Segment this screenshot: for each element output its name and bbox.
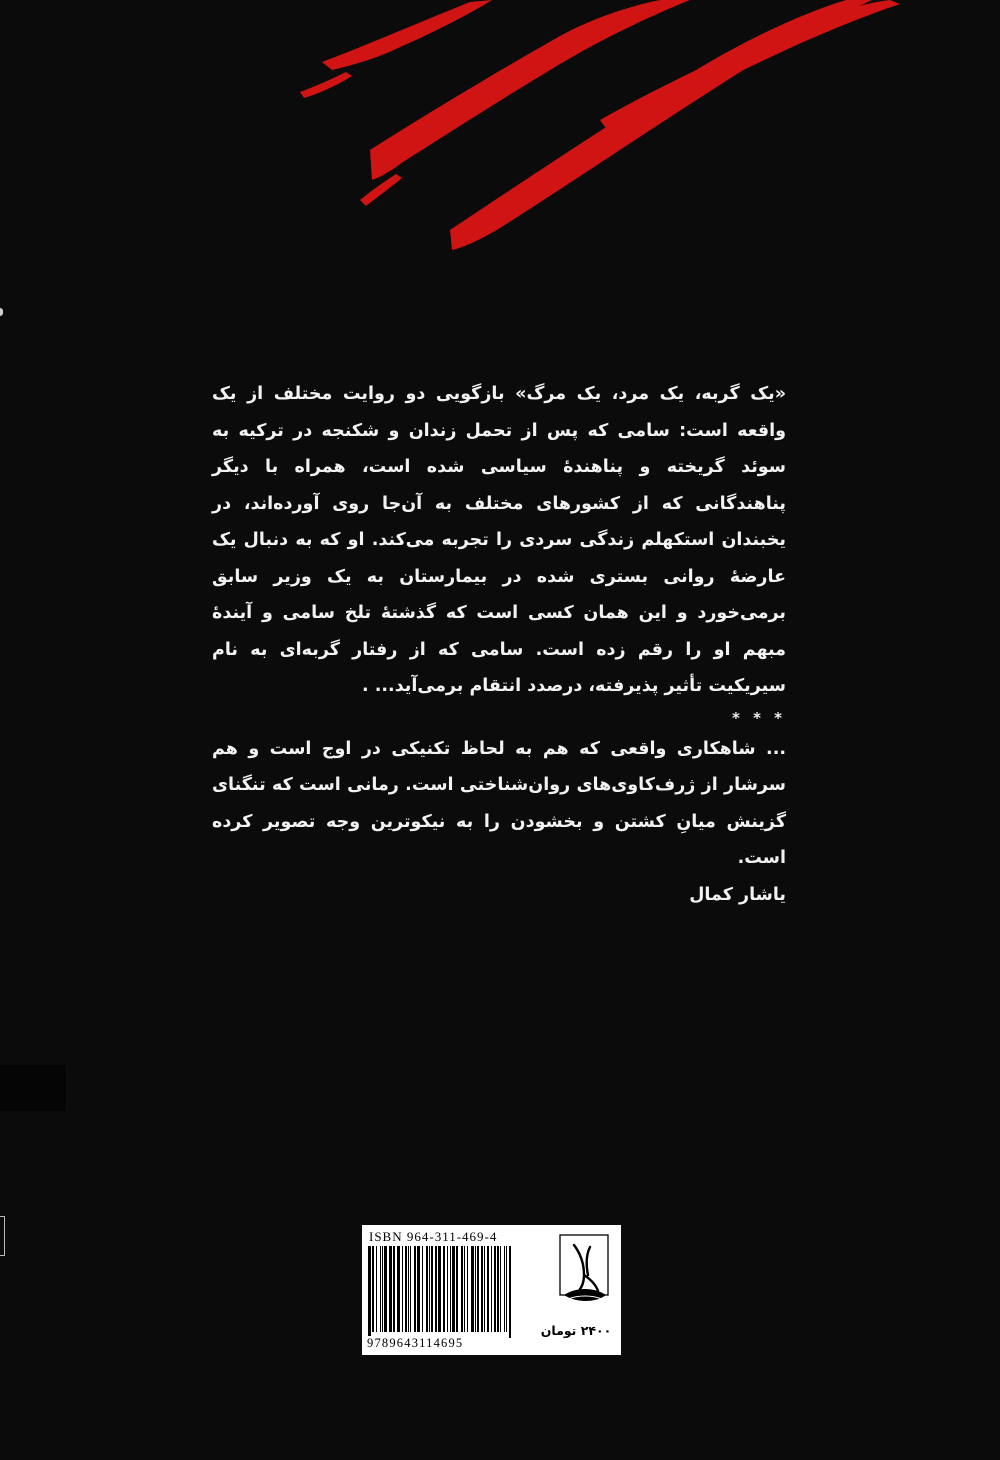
barcode-bar — [471, 1246, 474, 1332]
barcode-bar — [397, 1246, 400, 1332]
red-claw-slashes-graphic — [0, 0, 1000, 260]
barcode-bar — [509, 1246, 511, 1338]
barcode-bars — [366, 1246, 516, 1338]
barcode-bar — [452, 1246, 455, 1332]
barcode-bar — [447, 1246, 448, 1332]
barcode-bar — [408, 1246, 409, 1332]
claw-slash-4 — [600, 0, 900, 134]
blurb-paragraph-summary: «یک گربه، یک مرد، یک مرگ» بازگویی دو روایت مختلف از یک واقعه است: سامی که پس از تحمل زندان و شکنجه در ترکیه به سوئد گریخته و پناهندهٔ سیاسی شده است، همراه با دیگر پناهندگانی که از کشورهای مختلف به آن‌جا روی آورده‌اند، در یخبندان استکهلم زندگی سردی را تجربه می‌کند. او که به دنبال یک عارضهٔ روانی بستری شده در بیمارستان به یک وزیر سابق برمی‌خورد و این همان کسی است که گذشتهٔ تلخ سامی و آیندهٔ مبهم او را رقم زده است. سامی که از رفتار گربه‌ای به نام سیریکیت تأثیر پذیرفته، درصدد انتقام برمی‌آید... . — [212, 384, 786, 696]
barcode-bar — [438, 1246, 441, 1332]
barcode-bar — [389, 1246, 392, 1332]
barcode-bar — [414, 1246, 416, 1332]
barcode-bar — [410, 1246, 411, 1332]
barcode-bar — [382, 1246, 383, 1332]
barcode-bar — [393, 1246, 395, 1332]
blurb-text — [212, 376, 786, 913]
blurb-separator: * * * — [732, 708, 786, 727]
barcode-bar — [481, 1246, 483, 1332]
barcode-bar — [368, 1246, 371, 1338]
ean-number: 9789643114695 — [367, 1336, 464, 1350]
barcode-bar — [372, 1246, 374, 1332]
barcode-bar — [484, 1246, 485, 1332]
barcode-bar — [475, 1246, 476, 1332]
barcode-bar — [443, 1246, 445, 1332]
barcode-bar — [380, 1246, 381, 1332]
barcode-bar — [500, 1246, 501, 1332]
barcode-box — [362, 1225, 621, 1355]
barcode-bar — [491, 1246, 492, 1332]
barcode-bar — [504, 1246, 505, 1332]
edge-mark — [0, 1216, 5, 1256]
claw-slash-1 — [322, 0, 492, 70]
price-label: ۲۴۰۰ تومان — [540, 1323, 612, 1338]
isbn-label: ISBN 964-311-469-4 — [369, 1229, 498, 1244]
barcode-bar — [435, 1246, 437, 1332]
edge-strip — [0, 1065, 66, 1111]
barcode-bar — [464, 1246, 465, 1332]
barcode-bar — [506, 1246, 507, 1332]
barcode-bar — [431, 1246, 433, 1332]
quote-author: یاشار کمال — [689, 884, 786, 905]
barcode-bar — [405, 1246, 407, 1332]
barcode-bar — [417, 1246, 420, 1332]
phoenix-publisher-logo-icon — [554, 1233, 616, 1321]
barcode-bar — [487, 1246, 489, 1332]
barcode-bar — [384, 1246, 387, 1332]
barcode-bar — [450, 1246, 451, 1332]
barcode-bar — [422, 1246, 423, 1332]
barcode-bar — [494, 1246, 496, 1332]
barcode-bar — [456, 1246, 458, 1332]
barcode-bar — [429, 1246, 430, 1332]
barcode-bar — [376, 1246, 377, 1332]
barcode-bar — [461, 1246, 463, 1332]
edge-mark — [0, 308, 3, 316]
barcode-bar — [426, 1246, 428, 1332]
claw-slash-2b — [360, 174, 402, 206]
claw-slash-1b — [300, 72, 352, 98]
barcode-bar — [467, 1246, 468, 1332]
barcode-bar — [402, 1246, 403, 1332]
blurb-paragraph-quote: ... شاهکاری واقعی که هم به لحاظ تکنیکی در اوج است و هم سرشار از ژرف‌کاوی‌های روان‌شناختی است. رمانی است که تنگنای گزینش میانِ کشتن و بخشودن را به نیکوترین وجه تصویر کرده است. — [212, 738, 786, 868]
barcode-bar — [497, 1246, 499, 1332]
barcode-bar — [477, 1246, 479, 1332]
